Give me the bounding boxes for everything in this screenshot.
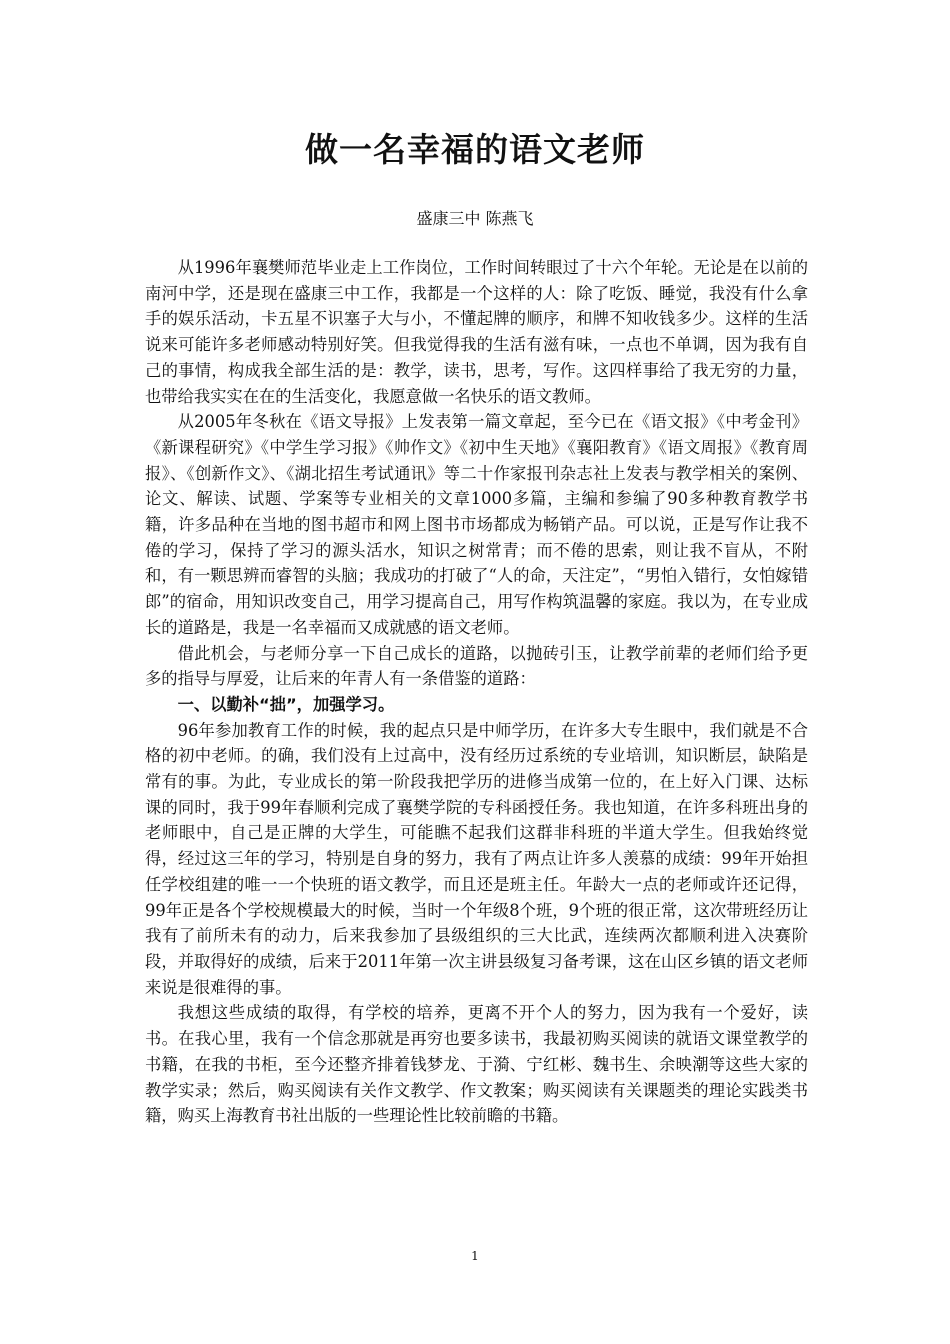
- section-heading-1: 一、以勤补“拙”，加强学习。: [177, 694, 395, 714]
- paragraph-reading: 我想这些成绩的取得，有学校的培养，更离不开个人的努力，因为我有一个爱好，读书。在我心里，我有一个信念那就是再穷也要多读书，我最初购买阅读的就语文课堂教学的书籍，在我的书柜，至今还整齐排着钱梦龙、于漪、宁红彬、魏书生、余映潮等这些大家的教学实录；然后，购买阅读有关作文教学、作文教案；购买阅读有关课题类的理论实践类书籍，购买上海教育书社出版的一些理论性比较前瞻的书籍。: [145, 1003, 808, 1126]
- paragraph-education: 96年参加教育工作的时候，我的起点只是中师学历，在许多大专生眼中，我们就是不合格的初中老师。的确，我们没有上过高中，没有经历过系统的专业培训，知识断层，缺陷是常有的事。为此，专业成长的第一阶段我把学历的进修当成第一位的，在上好入门课、达标课的同时，我于99年春顺利完成了襄樊学院的专科函授任务。我也知道，在许多科班出身的老师眼中，自己是正牌的大学生，可能瞧不起我们这群非科班的半道大学生。但我始终觉得，经过这三年的学习，特别是自身的努力，我有了两点让许多人羡慕的成绩：99年开始担任学校组建的唯一一个快班的语文教学，而且还是班主任。年龄大一点的老师或许还记得，99年正是各个学校规模最大的时候，当时一个年级8个班，9个班的很正常，这次带班经历让我有了前所未有的动力，后来我参加了县级组织的三大比武，连续两次都顺利进入决赛阶段，并取得好的成绩，后来于2011年第一次主讲县级复习备考课，这在山区乡镇的语文老师来说是很难得的事。: [145, 720, 808, 997]
- paragraph-intro: 从1996年襄樊师范毕业走上工作岗位，工作时间转眼过了十六个年轮。无论是在以前的南河中学，还是现在盛康三中工作，我都是一个这样的人：除了吃饭、睡觉，我没有什么拿手的娱乐活动，卡五星不识塞子大与小，不懂起牌的顺序，和牌不知收钱多少。这样的生活说来可能许多老师感动特别好笑。但我觉得我的生活有滋有味，一点也不单调，因为我有自己的事情，构成我全部生活的是：教学，读书，思考，写作。这四样事给了我无穷的力量，也带给我实实在在的生活变化，我愿意做一名快乐的语文教师。: [145, 258, 808, 406]
- document-title: 做一名幸福的语文老师: [305, 130, 645, 169]
- author-byline: 盛康三中 陈燕飞: [416, 209, 534, 228]
- page-number: 1: [471, 1249, 479, 1263]
- paragraph-publications: 从2005年冬秋在《语文导报》上发表第一篇文章起，至今已在《语文报》《中考金刊》《新课程研究》《中学生学习报》《帅作文》《初中生天地》《襄阳教育》《语文周报》《教育周报》、《创新作文》、《湖北招生考试通讯》等二十作家报刊杂志社上发表与教学相关的案例、论文、解读、试题、学案等专业相关的文章1000多篇，主编和参编了90多种教育教学书籍，许多品种在当地的图书超市和网上图书市场都成为畅销产品。可以说，正是写作让我不倦的学习，保持了学习的源头活水，知识之树常青；而不倦的思索，则让我不盲从，不附和，有一颗思辨而睿智的头脑；我成功的打破了“人的命，天注定”，“男怕入错行，女怕嫁错郎”的宿命，用知识改变自己，用学习提高自己，用写作构筑温馨的家庭。我以为，在专业成长的道路是，我是一名幸福而又成就感的语文老师。: [145, 412, 808, 637]
- document-body: [145, 255, 808, 1129]
- paragraph-sharing: 借此机会，与老师分享一下自己成长的道路，以抛砖引玉，让教学前辈的老师们给予更多的指导与厚爱，让后来的年青人有一条借鉴的道路：: [145, 643, 808, 689]
